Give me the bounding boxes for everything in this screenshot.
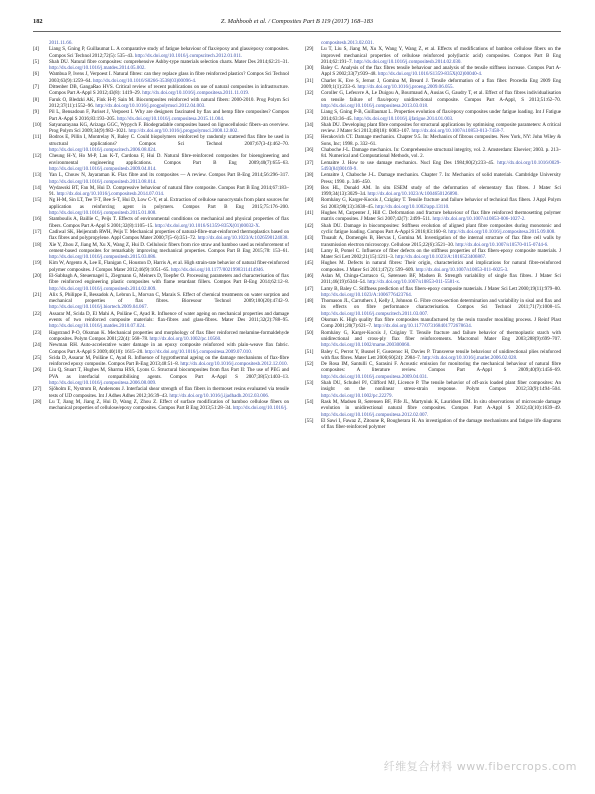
reference-item: [33, 242, 289, 261]
reference-number: [10]: [33, 121, 42, 128]
reference-text: Cheung H-Y, Ho M-P, Lau K-T, Cardona F, Hui D. Natural fibre-reinforced composites for bioengineering and environmental engineering applications. Compos Part B Eng 2009;40(7):655–63.: [49, 153, 289, 166]
reference-number: [13]: [33, 172, 42, 179]
reference-item: [305, 134, 561, 147]
doi-link[interactable]: http://dx.doi.org/10.1016/j.matdes.2010.07.024.: [49, 323, 146, 330]
reference-text: Baley C, Perrot Y, Busnel F, Guezenoc H, Davies P. Transverse tensile behaviour of unidirectional plies reinforced with flax fibres. Mater Lett 2006;60(24): 2984–7.: [321, 348, 561, 361]
reference-number: [22]: [33, 310, 42, 317]
doi-link[interactable]: http://dx.doi.org/10.1016/j.progpolymsci.2012.04.003.: [95, 102, 206, 109]
reference-text: Aslan M, Chinga-Carrasco G, Sørensen BF, Madsen B. Strength variability of single flax fibres. J Mater Sci 2011;46(19):6344–54.: [321, 272, 561, 286]
reference-item: [305, 418, 561, 431]
reference-item: [33, 292, 289, 311]
reference-text: Oksman K. High quality flax fibre composites manufactured by the resin transfer moulding process. J Reinf Plast Comp 2001;20(7):621–7.: [321, 317, 561, 330]
reference-text: Wambua P, Ivens J, Verpoest I. Natural fibres: can they replace glass in fibre reinforced plastics? Compos Sci Technol 2003;63(9):1259–64.: [49, 71, 289, 84]
doi-link[interactable]: http://dx.doi.org/10.1007/s10853-011-6025-3.: [415, 266, 509, 273]
reference-item: [305, 349, 561, 362]
doi-link[interactable]: http://dx.doi.org/10.1016/j.compositesa.2009.07.010.: [144, 348, 253, 355]
reference-item: [305, 210, 561, 223]
doi-link[interactable]: http://dx.doi.org/10.1023/A:1016523406867.: [395, 254, 487, 261]
reference-text: Satyanarayana KG, Arizaga GGC, Wypych F. Biodegradable composites based on lignocellulosic fibers–an overview. Prog Polym Sci 2009;34(9):982–1021.: [49, 121, 289, 135]
reference-number: [50]: [305, 329, 314, 336]
reference-text: Pil L, Bensadoun F, Pariset J, Verpoest I. Why are designers fascinated by flax and hemp fibre composites? Compos Part A-Appl S 2016;83:193–205.: [49, 109, 289, 122]
reference-text: Romhány G, Karger-Kocsis J, Czigány T. Tensile fracture and failure behavior of thermoplastic starch with unidirectional and cross-ply flax fiber reinforcements. Macromol Mater Eng 2003;288(9):699–707.: [321, 329, 561, 342]
reference-number: [37]: [305, 159, 314, 166]
reference-item: [33, 367, 289, 386]
doi-link[interactable]: http://dx.doi.org/10.1007/s10853-011-5581-x.: [367, 279, 461, 286]
reference-number: [5]: [33, 58, 39, 65]
doi-link[interactable]: http://dx.doi.org/10.1016/S0266-3538(03)00096-4.: [93, 77, 197, 84]
reference-number: [43]: [305, 235, 314, 242]
reference-number: [18]: [33, 241, 42, 248]
reference-text: Baley C. Analysis of the flax fibres tensile behaviour and analysis of the tensile stiffness increase. Compos Part A-Appl S 2002;33(7):939–48.: [321, 65, 561, 78]
doi-link[interactable]: http://dx.doi.org/10.1016/j.compositesa.2009.04.031.: [321, 373, 429, 380]
reference-item: [33, 172, 289, 185]
reference-text: Lamy B, Pomel C. Influence of fiber defects on the stiffness properties of flax fibers-epoxy composite materials. J Mater Sci Lett 2002;21(15):1211–3.: [321, 247, 561, 261]
reference-text: Stamboulis A, Baillie C, Peijs T. Effects of environmental conditions on mechanical and physical properties of flax fibers. Compos Part A-Appl S 2001;32(8):1105–15.: [49, 216, 289, 229]
reference-number: [40]: [305, 197, 314, 204]
reference-text: Xie Y, Zhou Z, Jiang M, Xu X, Wang Z, Hui D. Cellulosic fibers from rice straw and bamboo used as reinforcement of cement-based composites for remarkably improving mechanical properties. Compos Part B Eng 2015;78: 153–61.: [49, 241, 289, 254]
reference-item: [33, 229, 289, 242]
reference-number: [14]: [33, 184, 42, 191]
doi-link[interactable]: http://dx.doi.org/10.1016/j.compscitech.2012.01.011.: [134, 52, 243, 59]
reference-number: [23]: [33, 329, 42, 336]
reference-number: [45]: [305, 260, 314, 267]
doi-link[interactable]: http://dx.doi.org/10.1016/j.: [232, 405, 288, 412]
reference-number: [55]: [305, 417, 314, 424]
doi-link[interactable]: http://dx.doi.org/10.1016/j.compscitech.2011.03.007.: [321, 310, 429, 317]
reference-item: [305, 109, 561, 122]
reference-text: De Rosa IM, Santulli C, Sarasini F. Acoustic emission for monitoring the mechanical behaviour of natural fibre composites: A literature review. Compos Part A-Appl S 2009;40(9):1456–69.: [321, 361, 561, 374]
doi-link[interactable]: http://dx.doi.org/10.1016/0029-5493(84)90169-9.: [321, 159, 561, 172]
reference-number: [41]: [305, 210, 314, 217]
reference-text: Hughes M, Carpenter J, Hill C. Deformation and fracture behaviour of flax fibre reinforced thermosetting polymer matrix composites. J Mater Sci 2007;42(7): 2499–511.: [321, 210, 561, 223]
doi-link[interactable]: http://dx.doi.org/10.1023/A:1026590124038.: [197, 235, 289, 242]
reference-number: [44]: [305, 247, 314, 254]
reference-text: Scida D, Assarar M, Poilâne C, Ayad R. Influence of hygrothermal ageing on the damage mechanisms of flax-fibre reinforced epoxy composite. Compos Part B-Eng 2013;48:51–8.: [49, 354, 289, 368]
reference-number: [28]: [33, 398, 42, 405]
reference-text: Kim W, Argento A, Lee E, Flanigan C, Houston D, Harris A, et al. High strain-rate behavior of natural fiber-reinforced polymer composites. J Compos Mater 2012;46(9):1051–65.: [49, 260, 289, 273]
reference-text: Shah DU. Damage in biocomposites: Stiffness evolution of aligned plant fibre composites during monotonic and cyclic fatigue loading. Compos Part A-Appl S 2016;83:160–8.: [321, 222, 561, 235]
reference-number: [17]: [33, 228, 42, 235]
reference-text: Lu T, Liu S, Jiang M, Xu X, Wang Y, Wang Z, et al. Effects of modifications of bamboo cellulose fibers on the improved mechanical properties of cellulose reinforced poly(lactic acid) composites. Compos Part B Eng 2014;62:191–7.: [321, 46, 561, 65]
doi-link[interactable]: http://dx.doi.org/10.1016/S1359-835X(02)00040-4.: [377, 71, 483, 78]
reference-text: Lu T, Jiang M, Jiang Z, Hui D, Wang Z, Zhou Z. Effect of surface modification of bamboo cellulose fibers on mechanical properties of cellulose/epoxy composites. Compos Part B Eng 2013;51:28–34.: [49, 398, 289, 412]
doi-link[interactable]: http://dx.doi.org/10.1007/s10853-013-7458-7.: [411, 128, 505, 135]
reference-text: Alix S, Philippe E, Bessadok A, Lebrun L, Morvan C, Marais S. Effect of chemical treatments on water sorption and mechanical properties of flax fibres. Bioresour Technol 2009;100(20):4742–9.: [49, 291, 289, 305]
reference-text: Faruk O, Bledzki AK, Fink H-P, Sain M. Biocomposites reinforced with natural fibers: 2000-2010. Prog Polym Sci 2012;37(11):1552–96.: [49, 96, 289, 109]
reference-item: [33, 197, 289, 216]
doi-link[interactable]: 2011.11.66.: [49, 40, 73, 46]
doi-link[interactable]: http://dx.doi.org/10.1016/j.ijfatigue.2014.01.003.: [354, 115, 454, 122]
reference-text: Rask M, Madsen B, Sørensen BF, Fife JL, Martyniuk K, Lauridsen EM. In situ observations of microscale damage evolution in unidirectional natural fibre composites. Compos Part A-Appl S 2012;43(10):1639–49.: [321, 398, 561, 412]
reference-item: [305, 197, 561, 210]
reference-list-left: [33, 40, 289, 412]
doi-link[interactable]: http://dx.doi.org/10.1177/073168401772678634.: [373, 323, 472, 330]
reference-item: [33, 273, 289, 292]
reference-item: [305, 90, 561, 109]
reference-text: Liang S, Gning P-B, Guillaumat L. Properties evolution of flax/epoxy composites under fatigue loading. Int J Fatigue 2014;63:36–45.: [321, 109, 561, 122]
reference-text: Thuault A, Domengès B, Hervas I, Gomina M. Investigation of the internal structure of flax fibre cell walls by transmission electron microscopy. Cellulose 2015;22(6):3521–30.: [321, 235, 561, 248]
page-number: 182: [33, 18, 43, 25]
reference-item: [305, 399, 561, 418]
watermark-logo: 纤维复合材料 www.fibercrops.com: [383, 760, 577, 773]
reference-text: Lamy B, Baley C. Stiffness prediction of flax fibers-epoxy composite materials. J Mater Sci Lett 2000;19(11):979–80.: [321, 285, 561, 292]
doi-link[interactable]: http://dx.doi.org/10.1016/j.progpolymsci.2008.12.002.: [128, 128, 239, 135]
reference-item: [33, 134, 289, 153]
reference-text: Liu Q, Stuart T, Hughes M, Sharma HSS, Lyons G. Structural biocomposites from flax Part II: The use of PEG and PVA as interfacial compatibilising agents. Compos Part A-Appl S 2007;38(5):1403–13.: [49, 367, 289, 380]
reference-item: [305, 147, 561, 160]
reference-number: [8]: [33, 96, 39, 103]
doi-link[interactable]: http://dx.doi.org/10.1023/A:1004650126890.: [367, 191, 459, 198]
reference-text: Shah DU, Schubel PJ, Clifford MJ, Licence P. The tensile behavior of off-axis loaded plant fiber composites: An insight on the nonlinear stress-strain response. Polym Compos 2012;33(9):1494–504.: [321, 380, 561, 393]
reference-item: [305, 330, 561, 349]
doi-link[interactable]: http://dx.doi.org/10.1016/j.compositesa.2011.11.019.: [142, 90, 250, 97]
doi-link[interactable]: http://dx.doi.org/10.1002/pc.22279.: [321, 392, 393, 399]
doi-link[interactable]: http://dx.doi.org/10.1016/j.compositesb.2013.08.014.: [49, 178, 157, 185]
reference-list-right: [305, 40, 561, 430]
reference-item: [33, 399, 289, 412]
reference-number: [24]: [33, 342, 42, 349]
doi-link[interactable]: http://dx.doi.org/10.1016/j.compositesb.2009.04.014.: [49, 165, 157, 172]
references-left-column: [33, 40, 289, 780]
reference-item: [305, 160, 561, 173]
reference-item: [33, 185, 289, 198]
reference-text: Newman RH. Auto-accelerative water damage in an epoxy composite reinforced with plain-weave flax fabric. Compos Part A-Appl S 2009;40(10): 1615–20.: [49, 342, 289, 355]
reference-number: [12]: [33, 153, 42, 160]
reference-item: [33, 311, 289, 330]
reference-item: [33, 122, 289, 135]
doi-link[interactable]: http://dx.doi.org/10.1016/j.ijadhadh.2012.03.006.: [169, 392, 270, 399]
reference-number: [16]: [33, 216, 42, 223]
reference-text: Lemaitre J. How to use damage mechanics. Nucl Eng Des 1984;80(2):233–45.: [321, 159, 498, 166]
reference-text: Herakovich CT. Damage mechanics. Chapter 9.5. In: Mechanics of fibrous composites. New York, NY: John Wiley & Sons, Inc; 1998. p. 332–61.: [321, 134, 561, 147]
doi-link[interactable]: http://dx.doi.org/10.1016/j.matdes.2014.05.002.: [49, 65, 146, 72]
reference-item: [33, 59, 289, 72]
reference-item: [305, 235, 561, 248]
reference-text: Ng H-M, Sin LT, Tee T-T, Bee S-T, Hui D, Low C-Y, et al. Extraction of cellulose nanocrystals from plant sources for application as reinforcing agent in polymers. Compos Part B Eng 2015;75:176–200.: [49, 197, 289, 210]
reference-number: [15]: [33, 197, 42, 204]
reference-number: [7]: [33, 84, 39, 91]
reference-text: Liang S, Gning P, Guillaumat L. A comparative study of fatigue behaviour of flax/epoxy and glass/epoxy composites. Compos Sci Technol 2012;72(5): 535–43.: [49, 46, 289, 59]
doi-link[interactable]: http://dx.doi.org/10.1016/j.compositesa.2015.09.008.: [448, 228, 556, 235]
reference-number: [9]: [33, 109, 39, 116]
reference-item: [305, 317, 561, 330]
reference-number: [31]: [305, 77, 314, 84]
reference-text: Bos HL, Donald AM. In situ ESEM study of the deformation of elementary flax fibres. J Mater Sci 1999;34(13):3029–34.: [321, 184, 561, 198]
reference-number: [42]: [305, 222, 314, 229]
reference-item: [305, 273, 561, 286]
reference-text: Hagstrand P-O, Oksman K. Mechanical properties and morphology of flax fiber reinforced melamine-formaldehyde composites. Polym Compos 2001;22(4): 568–78.: [49, 329, 289, 342]
doi-link[interactable]: http://dx.doi.org/10.1002/app.13110.: [375, 203, 450, 210]
doi-link[interactable]: http://dx.doi.org/10.1016/j.compositesa.2013.03.018.: [321, 102, 429, 109]
reference-number: [11]: [33, 134, 42, 141]
reference-item: [305, 46, 561, 65]
reference-item: [33, 97, 289, 110]
reference-item: [33, 153, 289, 172]
reference-item: [305, 298, 561, 317]
doi-link[interactable]: http://dx.doi.org/10.1177/0021998311414946.: [170, 266, 265, 273]
doi-link[interactable]: http://dx.doi.org/10.1002/pc.10560.: [149, 335, 222, 342]
reference-text: Bodros E, Pillin I, Montrelay N, Baley C. Could biopolymers reinforced by randomly scattered flax fibre be used in structural applications? Compos Sci Technol 2007;67(3-4):462–70.: [49, 134, 289, 147]
reference-text: Sjöholm E, Nystrom B, Andersons J. Interfacial shear strength of flax fibers in thermoset resins evaluated via tensile tests of UD composites. Int J Adhes Adhes 2012;36:39–43.: [49, 386, 289, 399]
reference-text: Dittenber DB, GangaRao HVS. Critical review of recent publications on use of natural composites in infrastructure. Compos Part A-Appl S 2012;43(8): 1419–29.: [49, 84, 289, 97]
reference-item: [33, 216, 289, 229]
reference-number: [32]: [305, 90, 314, 97]
reference-number: [52]: [305, 361, 314, 368]
reference-text: Cadiwal SK, Heijenrath RWH, Peijs T. Mechanical properties of natural-fibre-mat-reinforced thermoplastics based on flax fibres and polypropylene. Appl Compos Mater 2000;7(5–6):351–72.: [49, 228, 289, 242]
reference-number: [6]: [33, 71, 39, 78]
doi-link[interactable]: http://dx.doi.org/10.1016/S1359-835X(01)00032-X.: [154, 222, 261, 229]
reference-item: [305, 172, 561, 185]
doi-link[interactable]: http://dx.doi.org/10.1016/j.compositesb.2015.03.086.: [49, 254, 157, 261]
doi-link[interactable]: http://dx.doi.org/10.1016/j.biortech.2009.04.067.: [49, 304, 148, 311]
doi-link[interactable]: http://dx.doi.org/10.1007/s10570-015-0744-6.: [455, 241, 549, 248]
reference-item: [33, 71, 289, 84]
reference-item: [305, 248, 561, 261]
doi-link[interactable]: http://dx.doi.org/10.1016/j.compscitech.2006.08.024.: [49, 147, 157, 154]
doi-link[interactable]: http://dx.doi.org/10.1016/j.proeng.2009.06.055.: [357, 84, 454, 91]
reference-text: Shah DU. Natural fibre composites: comprehensive Ashby-type materials selection charts. Mater Des 2014;62:21–31.: [49, 58, 289, 65]
reference-number: [30]: [305, 65, 314, 72]
reference-text: El Sawi I, Fawaz Z, Zitoune R, Bougherara H. An investigation of the damage mechanisms and fatigue life diagrams of flax fiber-reinforced polymer: [321, 417, 561, 431]
reference-number: [51]: [305, 348, 314, 355]
reference-number: [29]: [305, 46, 314, 53]
reference-text: Romhány G, Karger-Kocsis J, Czigány T. Tensile fracture and failure behavior of technical flax fibers. J Appl Polym Sci 2003;90(13):3638–45.: [321, 197, 561, 210]
doi-link[interactable]: http://dx.doi.org/10.1016/j.matlet.2006.02.028.: [422, 354, 518, 361]
reference-text: El-Sabbagh A, Steuernagel L, Ziegmann G, Meiners D, Toepfer O. Processing parameters and characterisation of flax fibre reinforced engineering plastic composites with flame retardant fillers. Compos Part B-Eng 2014;62:12–8.: [49, 272, 289, 286]
reference-item: [305, 122, 561, 135]
references-right-column: [305, 40, 561, 780]
reference-number: [39]: [305, 184, 314, 191]
doi-link[interactable]: http://dx.doi.org/10.1007/s10853-006-1027-2.: [432, 216, 526, 223]
reference-item: [305, 65, 561, 78]
reference-item: [305, 380, 561, 399]
reference-item: [33, 260, 289, 273]
reference-text: Assarar M, Scida D, El Mahi A, Poilâne C, Ayad R. Influence of water ageing on mechanical properties and damage events of two reinforced composite materials: flax-fibres and glass-fibres. Mater Des 2011;32(2):788–95.: [49, 310, 289, 324]
reference-number: [20]: [33, 272, 42, 279]
reference-number: [26]: [33, 367, 42, 374]
reference-number: [47]: [305, 285, 314, 292]
reference-number: [36]: [305, 147, 314, 154]
journal-running-title: Z. Mahboob et al. / Composites Part B 119 (2017) 168–183: [220, 18, 374, 25]
running-header: [33, 16, 561, 28]
reference-text: Lemaitre J, Chaboche J-L. Damage mechanics. Chapter 7. In: Mechanics of solid materials. Cambridge University Press; 1990. p. 346–450.: [321, 172, 561, 185]
reference-item: [305, 223, 561, 236]
header-rule: [33, 31, 561, 32]
reference-item: [33, 84, 289, 97]
doi-link[interactable]: http://dx.doi.org/10.1016/j.compositesb.2015.01.008.: [49, 210, 157, 217]
reference-item: [305, 260, 561, 273]
reference-text: Coroller G, Lefeuvre A, Le Duigou A, Bourmaud A, Ausias G, Gaudry T, et al. Effect of flax fibres individualisation on tensile failure of flax/epoxy unidirectional composite. Compos Part A-Appl, S 2013;51:62–70.: [321, 90, 561, 103]
reference-text: Chaboche J-L. Damage mechanics. In: Comprehensive structural integrity, vol. 2. Amsterdam: Elsevier; 2003. p. 213–84. Numerical and Computational Methods, vol. 2.: [321, 147, 561, 160]
reference-number: [34]: [305, 121, 314, 128]
reference-number: [19]: [33, 260, 42, 267]
doi-link[interactable]: http://dx.doi.org/10.1023/A:1006776423764.: [321, 291, 413, 298]
doi-link[interactable]: http://dx.doi.org/10.1016/j.compositesa.2006.08.009.: [49, 380, 157, 387]
reference-text: Hughes M. Defects in natural fibres: Their origin, characteristics and implications for natural fibre-reinforced composites. J Mater Sci 2011;47(2): 599–609.: [321, 260, 561, 273]
reference-item: [33, 342, 289, 355]
doi-link[interactable]: http://dx.doi.org/10.1016/j.compositesb.2014.07.014.: [56, 191, 165, 198]
reference-item: [305, 361, 561, 380]
reference-number: [25]: [33, 354, 42, 361]
reference-number: [33]: [305, 109, 314, 116]
doi-link[interactable]: http://dx.doi.org/10.1016/j.compositesb.2014.02.030.: [354, 58, 462, 65]
reference-number: [38]: [305, 172, 314, 179]
reference-text: Yan L, Chouw N, Jayaraman K. Flax fibre and its composites — A review. Compos Part B-Eng 2014;56:296–317.: [49, 172, 289, 179]
reference-text: Wydawski BT, Fan M, Hui D. Compressive behaviour of natural fibre composite. Compos Part B Eng 2014;67:183–91.: [49, 184, 289, 198]
doi-link[interactable]: http://dx.doi.org/10.1016/j.compositesb.2012.12.010.: [180, 361, 288, 368]
reference-item: [33, 330, 289, 343]
reference-number: [49]: [305, 317, 314, 324]
doi-link[interactable]: http://dx.doi.org/10.1016/j.compositesa.2012.02.007.: [321, 411, 429, 418]
reference-number: [53]: [305, 380, 314, 387]
doi-link[interactable]: http://dx.doi.org/10.1016/j.compositesa.2015.11.004.: [117, 115, 225, 122]
reference-text: Charlet K, Eve S, Jernot J, Gomina M, Breard J. Tensile deformation of a flax fiber. Procedia Eng 2009 Eng 2009;1(1):233–6.: [321, 77, 561, 91]
reference-item: [305, 185, 561, 198]
reference-item: [33, 46, 289, 59]
reference-item: [33, 355, 289, 368]
doi-link[interactable]: http://dx.doi.org/10.1016/j.compositesb.2014.02.009.: [49, 285, 157, 292]
reference-text: Thomason JL, Carruthers J, Kelly J, Johnson G. Fibre cross-section determination and variability in sisal and flax and its effects on fibre performance characterisation. Compos Sci Technol 2011;71(7):1008–15.: [321, 298, 561, 311]
reference-number: [46]: [305, 272, 314, 279]
doi-link[interactable]: http://dx.doi.org/10.1002/mame.200300060.: [321, 342, 411, 349]
reference-number: [54]: [305, 398, 314, 405]
reference-item: [33, 386, 289, 399]
reference-text: Shah DU. Developing plant fibre composites for structural applications by optimising composite parameters: A critical review. J Mater Sci 2013;48(18): 6083–107.: [321, 121, 561, 135]
reference-number: [48]: [305, 298, 314, 305]
reference-item: [33, 109, 289, 122]
reference-number: [35]: [305, 134, 314, 141]
reference-number: [27]: [33, 386, 42, 393]
reference-item: [305, 78, 561, 91]
reference-item: [305, 286, 561, 299]
reference-number: [21]: [33, 291, 42, 298]
reference-number: [4]: [33, 46, 39, 53]
doi-link[interactable]: compositesb.2013.02.031.: [321, 40, 374, 46]
